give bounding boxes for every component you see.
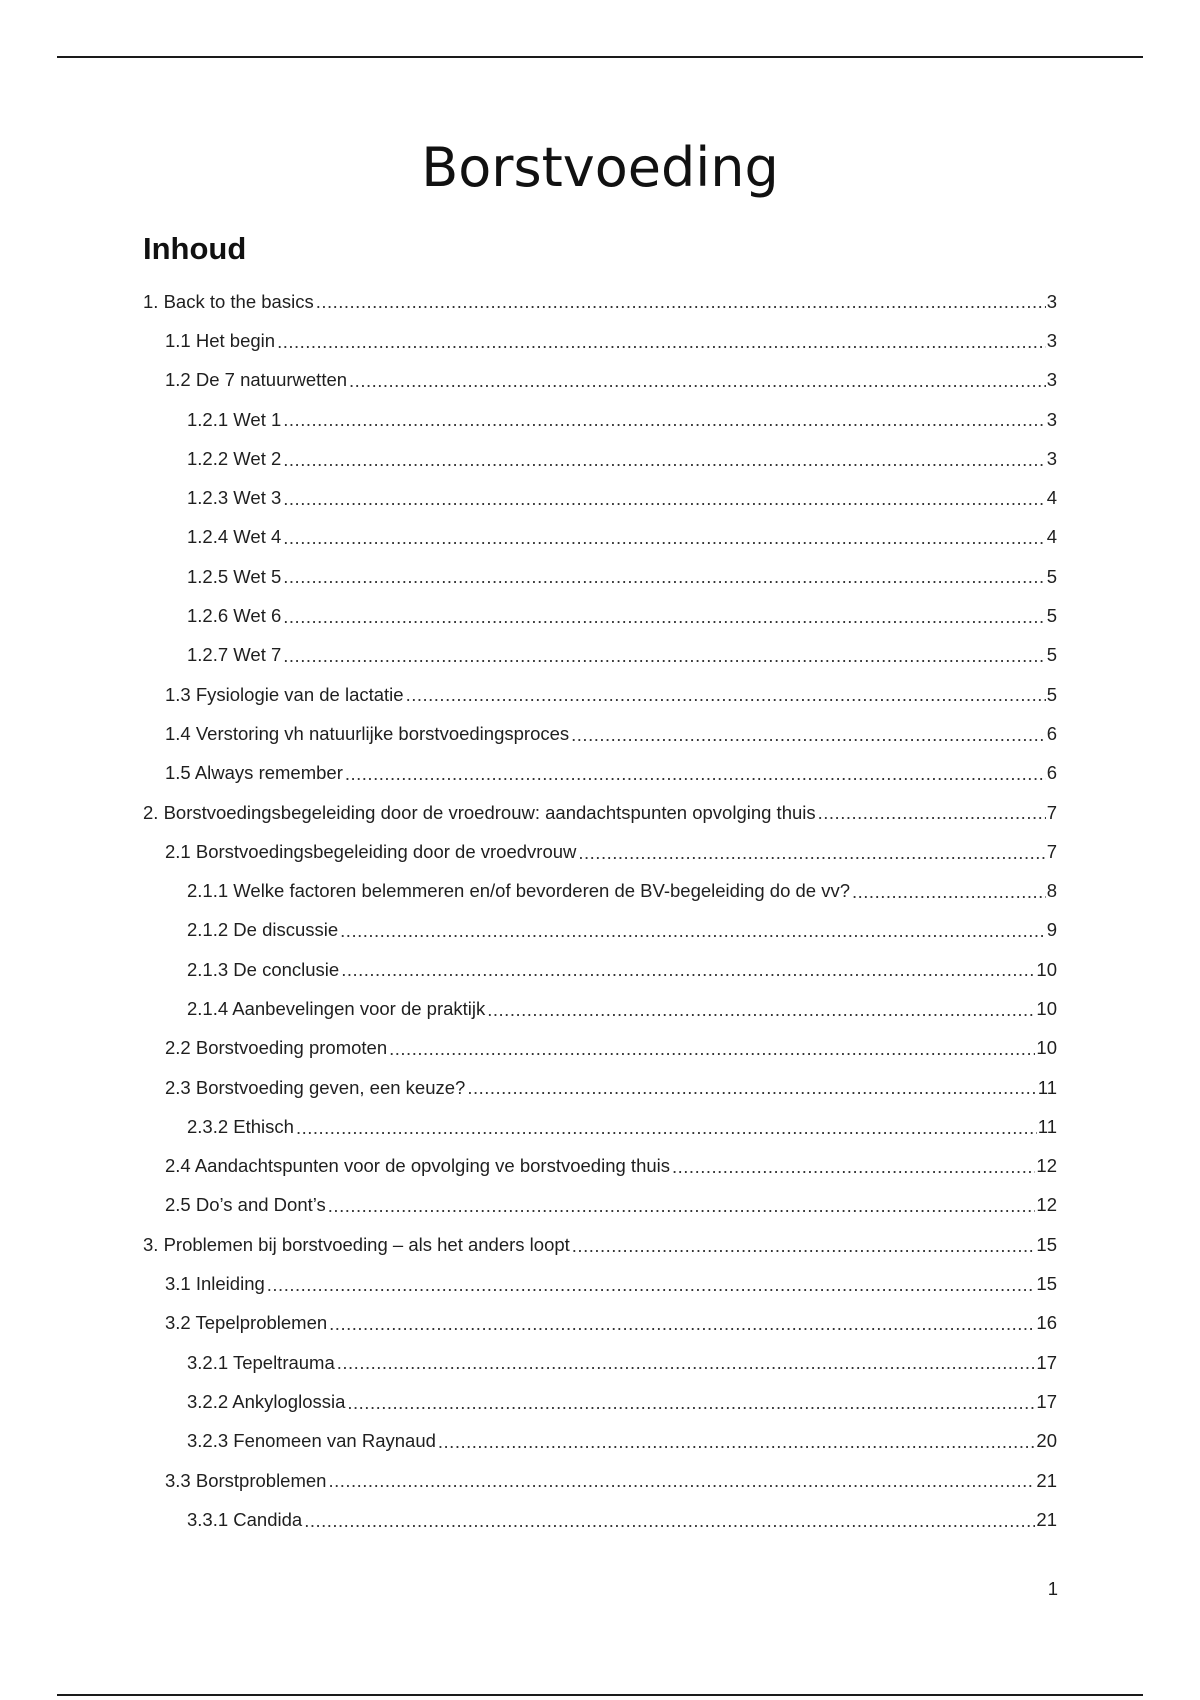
toc-dot-leader xyxy=(406,686,1046,705)
toc-entry-label: 1.1 Het begin xyxy=(165,329,276,351)
toc-entry-page: 15 xyxy=(1036,1273,1057,1295)
toc-entry-label: 1.2.4 Wet 4 xyxy=(187,526,282,548)
toc-entry[interactable] xyxy=(143,1186,1057,1225)
toc-entry-label: 2.1.2 De discussie xyxy=(187,919,339,941)
toc-entry-label: 2.3.2 Ethisch xyxy=(187,1115,294,1137)
toc-dot-leader xyxy=(852,883,1046,902)
toc-entry[interactable] xyxy=(143,1107,1057,1146)
toc-entry[interactable] xyxy=(143,871,1057,910)
toc-entry-page: 17 xyxy=(1036,1390,1057,1412)
toc-dot-leader xyxy=(389,1040,1035,1059)
toc-entry-label: 2.3 Borstvoeding geven, een keuze? xyxy=(165,1076,466,1098)
toc-entry-label: 2. Borstvoedingsbegeleiding door de vroedrouw: aandachtspunten opvolging thuis xyxy=(143,801,816,823)
toc-entry-page: 10 xyxy=(1036,997,1057,1019)
toc-entry-page: 8 xyxy=(1046,880,1057,902)
toc-entry-label: 2.4 Aandachtspunten voor de opvolging ve borstvoeding thuis xyxy=(165,1155,671,1177)
toc-dot-leader xyxy=(487,1001,1035,1020)
toc-dot-leader xyxy=(438,1433,1036,1452)
toc-dot-leader xyxy=(467,1079,1036,1098)
toc-entry-page: 11 xyxy=(1037,1115,1057,1137)
toc-entry[interactable] xyxy=(143,1422,1057,1461)
toc-dot-leader xyxy=(672,1158,1035,1177)
toc-entry-page: 3 xyxy=(1046,447,1057,469)
toc-entry[interactable] xyxy=(143,989,1057,1028)
toc-entry-page: 4 xyxy=(1046,526,1057,548)
toc-entry-label: 1.2 De 7 natuurwetten xyxy=(165,369,348,391)
toc-dot-leader xyxy=(572,1237,1036,1256)
toc-entry[interactable] xyxy=(143,321,1057,360)
toc-entry-page: 5 xyxy=(1046,644,1057,666)
toc-entry[interactable] xyxy=(143,950,1057,989)
document-title: Borstvoeding xyxy=(421,136,779,199)
toc-entry-label: 3. Problemen bij borstvoeding – als het anders loopt xyxy=(143,1233,570,1255)
toc-entry-label: 3.2.1 Tepeltrauma xyxy=(187,1351,335,1373)
toc-dot-leader xyxy=(283,529,1045,548)
toc-entry-page: 20 xyxy=(1036,1430,1057,1452)
toc-entry-page: 3 xyxy=(1046,408,1057,430)
toc-dot-leader xyxy=(341,961,1035,980)
toc-entry[interactable] xyxy=(143,911,1057,950)
toc-entry-page: 5 xyxy=(1046,605,1057,627)
toc-entry-label: 1. Back to the basics xyxy=(143,290,314,312)
toc-entry-page: 7 xyxy=(1046,801,1057,823)
toc-entry-page: 3 xyxy=(1046,369,1057,391)
toc-heading: Inhoud xyxy=(143,231,247,266)
toc-entry[interactable] xyxy=(143,754,1057,793)
toc-entry[interactable] xyxy=(143,1304,1057,1343)
toc-entry-label: 3.3 Borstproblemen xyxy=(165,1469,327,1491)
toc-entry[interactable] xyxy=(143,596,1057,635)
toc-dot-leader xyxy=(347,1394,1035,1413)
toc-dot-leader xyxy=(277,333,1046,352)
toc-entry[interactable] xyxy=(143,636,1057,675)
toc-entry[interactable] xyxy=(143,1029,1057,1068)
table-of-contents xyxy=(143,282,1057,1540)
toc-entry-page: 10 xyxy=(1036,1037,1057,1059)
toc-entry[interactable] xyxy=(143,518,1057,557)
toc-entry-label: 1.2.3 Wet 3 xyxy=(187,487,282,509)
toc-entry[interactable] xyxy=(143,361,1057,400)
toc-dot-leader xyxy=(283,451,1045,470)
toc-entry[interactable] xyxy=(143,832,1057,871)
toc-entry-label: 3.2.3 Fenomeen van Raynaud xyxy=(187,1430,436,1452)
toc-entry-page: 7 xyxy=(1046,840,1057,862)
toc-entry-page: 11 xyxy=(1037,1076,1057,1098)
header-rule xyxy=(57,56,1143,58)
toc-entry-page: 6 xyxy=(1046,762,1057,784)
toc-dot-leader xyxy=(283,411,1045,430)
toc-entry-label: 2.2 Borstvoeding promoten xyxy=(165,1037,388,1059)
toc-dot-leader xyxy=(267,1276,1036,1295)
toc-entry-page: 21 xyxy=(1036,1508,1057,1530)
toc-entry[interactable] xyxy=(143,1068,1057,1107)
toc-entry-label: 1.2.7 Wet 7 xyxy=(187,644,282,666)
toc-entry[interactable] xyxy=(143,400,1057,439)
toc-dot-leader xyxy=(316,293,1046,312)
toc-entry[interactable] xyxy=(143,793,1057,832)
toc-dot-leader xyxy=(329,1315,1035,1334)
toc-dot-leader xyxy=(349,372,1046,391)
footer-rule xyxy=(57,1694,1143,1696)
toc-entry-page: 6 xyxy=(1046,722,1057,744)
toc-entry-page: 4 xyxy=(1046,487,1057,509)
toc-dot-leader xyxy=(345,765,1046,784)
toc-entry-page: 21 xyxy=(1036,1469,1057,1491)
toc-entry-label: 1.4 Verstoring vh natuurlijke borstvoedingsproces xyxy=(165,722,570,744)
toc-dot-leader xyxy=(340,922,1046,941)
toc-entry-page: 10 xyxy=(1036,958,1057,980)
toc-entry-page: 5 xyxy=(1046,683,1057,705)
toc-dot-leader xyxy=(283,490,1045,509)
toc-entry[interactable] xyxy=(143,439,1057,478)
toc-dot-leader xyxy=(578,844,1045,863)
toc-entry[interactable] xyxy=(143,714,1057,753)
toc-entry[interactable] xyxy=(143,557,1057,596)
toc-dot-leader xyxy=(818,804,1046,823)
toc-entry-label: 3.3.1 Candida xyxy=(187,1508,303,1530)
toc-entry-label: 3.1 Inleiding xyxy=(165,1273,265,1295)
toc-dot-leader xyxy=(283,568,1045,587)
toc-entry-page: 15 xyxy=(1036,1233,1057,1255)
toc-entry-page: 16 xyxy=(1036,1312,1057,1334)
toc-entry-page: 17 xyxy=(1036,1351,1057,1373)
toc-entry[interactable] xyxy=(143,675,1057,714)
toc-dot-leader xyxy=(283,608,1045,627)
toc-entry-label: 1.2.6 Wet 6 xyxy=(187,605,282,627)
toc-entry-page: 9 xyxy=(1046,919,1057,941)
toc-entry-label: 3.2 Tepelproblemen xyxy=(165,1312,328,1334)
toc-entry[interactable] xyxy=(143,1264,1057,1303)
toc-entry-label: 1.3 Fysiologie van de lactatie xyxy=(165,683,404,705)
toc-entry-page: 5 xyxy=(1046,565,1057,587)
toc-entry-page: 3 xyxy=(1046,329,1057,351)
toc-dot-leader xyxy=(296,1119,1037,1138)
toc-entry[interactable] xyxy=(143,1225,1057,1264)
toc-entry[interactable] xyxy=(143,1343,1057,1382)
toc-dot-leader xyxy=(283,647,1045,666)
toc-entry-page: 3 xyxy=(1046,290,1057,312)
toc-dot-leader xyxy=(571,726,1046,745)
toc-entry-label: 2.1.4 Aanbevelingen voor de praktijk xyxy=(187,997,486,1019)
toc-dot-leader xyxy=(304,1512,1035,1531)
toc-entry[interactable] xyxy=(143,282,1057,321)
toc-dot-leader xyxy=(328,1197,1036,1216)
toc-entry-label: 1.2.1 Wet 1 xyxy=(187,408,282,430)
toc-entry-label: 2.5 Do’s and Dont’s xyxy=(165,1194,326,1216)
toc-entry[interactable] xyxy=(143,1382,1057,1421)
toc-entry-page: 12 xyxy=(1036,1194,1057,1216)
toc-entry[interactable] xyxy=(143,478,1057,517)
toc-entry-label: 2.1.3 De conclusie xyxy=(187,958,340,980)
toc-entry-label: 1.2.2 Wet 2 xyxy=(187,447,282,469)
toc-entry-label: 2.1.1 Welke factoren belemmeren en/of bevorderen de BV-begeleiding do de vv? xyxy=(187,880,851,902)
toc-entry-label: 1.2.5 Wet 5 xyxy=(187,565,282,587)
toc-dot-leader xyxy=(328,1472,1035,1491)
toc-entry-label: 2.1 Borstvoedingsbegeleiding door de vroedvrouw xyxy=(165,840,577,862)
toc-entry-page: 12 xyxy=(1036,1155,1057,1177)
toc-dot-leader xyxy=(337,1354,1036,1373)
page-number: 1 xyxy=(1047,1578,1058,1599)
toc-entry-label: 3.2.2 Ankyloglossia xyxy=(187,1390,346,1412)
toc-entry[interactable] xyxy=(143,1500,1057,1539)
toc-entry[interactable] xyxy=(143,1147,1057,1186)
toc-entry[interactable] xyxy=(143,1461,1057,1500)
toc-entry-label: 1.5 Always remember xyxy=(165,762,343,784)
